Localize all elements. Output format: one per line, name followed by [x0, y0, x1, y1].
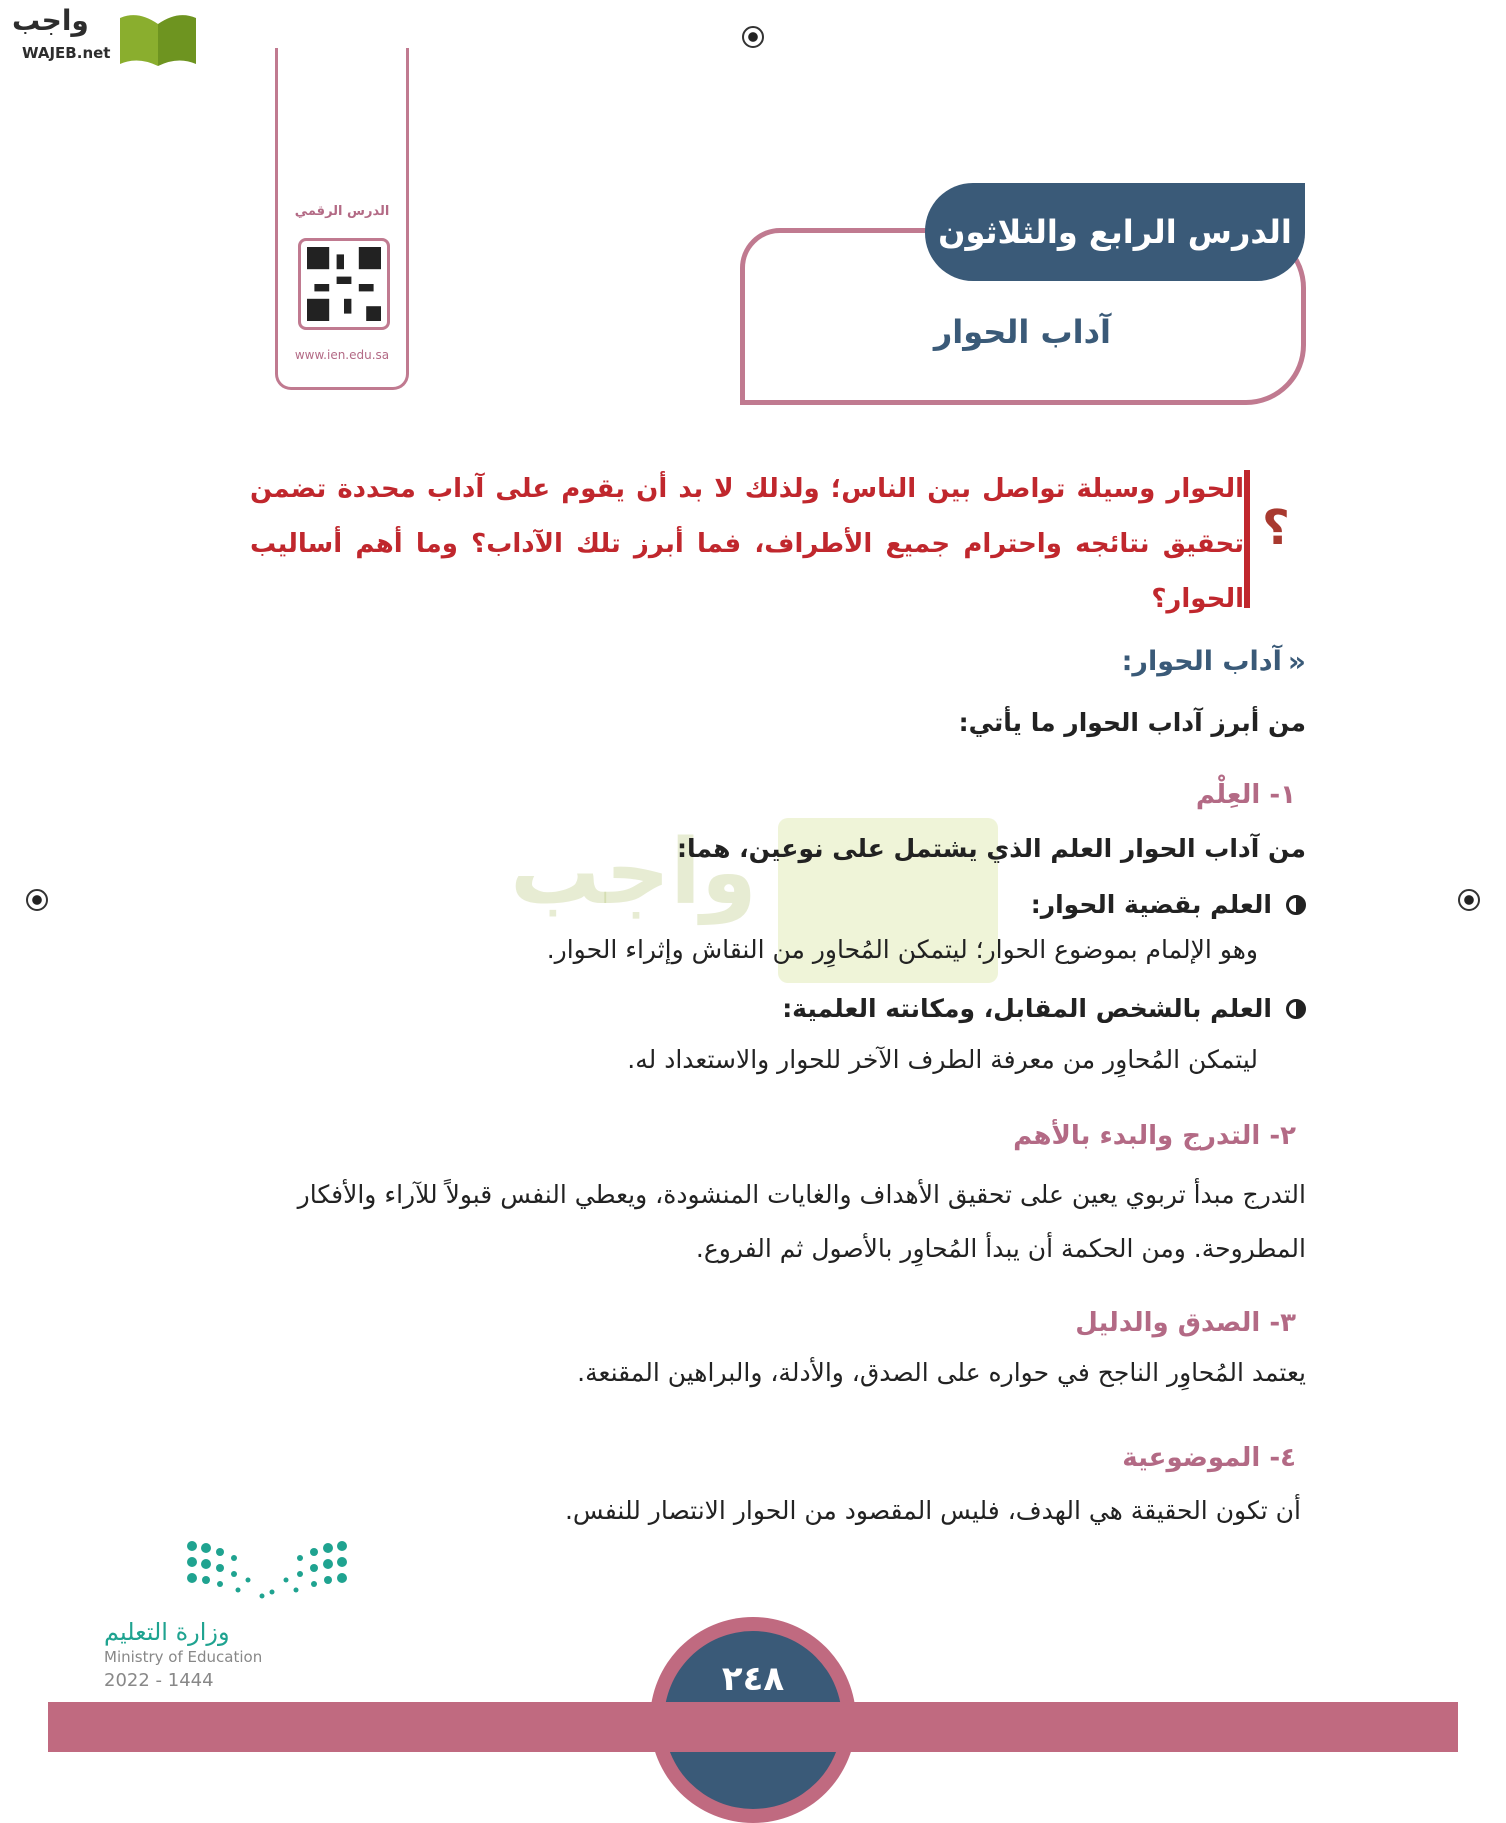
- bullet-icon: [1286, 999, 1306, 1019]
- book-icon: [118, 10, 198, 66]
- ministry-name-english: Ministry of Education: [104, 1648, 263, 1666]
- logo-latin: WAJEB.net: [22, 44, 111, 62]
- item-title: ٤- الموضوعية: [1122, 1443, 1296, 1473]
- intro-divider: [1244, 470, 1250, 608]
- registration-mark-icon: [742, 26, 764, 48]
- registration-mark-icon: [26, 889, 48, 911]
- qr-code-icon: [307, 247, 381, 321]
- website-url[interactable]: www.ien.edu.sa: [294, 348, 390, 362]
- item-title: ١- العِلْم: [1195, 780, 1296, 810]
- section-lead: من أبرز آداب الحوار ما يأتي:: [958, 708, 1306, 737]
- ministry-name-arabic: وزارة التعليم: [104, 1618, 230, 1646]
- digital-lesson-bookmark: [275, 48, 409, 390]
- item-title: ٣- الصدق والدليل: [1075, 1308, 1296, 1338]
- item-text: يعتمد المُحاوِر الناجح في حواره على الصدق، والأدلة، والبراهين المقنعة.: [577, 1358, 1306, 1387]
- item-title: ٢- التدرج والبدء بالأهم: [1013, 1121, 1296, 1151]
- registration-mark-icon: [1458, 889, 1480, 911]
- logo-arabic: واجب: [12, 4, 89, 37]
- bullet-item: [1031, 890, 1306, 919]
- ministry-logo: [100, 1536, 360, 1696]
- footer-band: [48, 1702, 1458, 1752]
- bullet-title: العلم بالشخص المقابل، ومكانته العلمية:: [782, 994, 1272, 1023]
- question-icon: ؟: [1262, 500, 1290, 556]
- bullet-item: [782, 994, 1306, 1023]
- intro-paragraph: الحوار وسيلة تواصل بين الناس؛ ولذلك لا بد أن يقوم على آداب محددة تضمن تحقيق نتائجه واحترام جميع الأطراف، فما أبرز تلك الآداب؟ وما أهم أساليب الحوار؟: [250, 474, 1244, 614]
- edition-year: 2022 - 1444: [104, 1670, 214, 1691]
- page-number: ٢٤٨: [721, 1659, 785, 1699]
- section-heading-text: آداب الحوار:: [1121, 646, 1282, 677]
- bullet-text: ليتمكن المُحاوِر من معرفة الطرف الآخر للحوار والاستعداد له.: [627, 1045, 1258, 1074]
- digital-lesson-label: الدرس الرقمي: [294, 204, 390, 219]
- bullet-title: العلم بقضية الحوار:: [1030, 890, 1272, 919]
- wajeb-logo: [10, 4, 190, 68]
- item-text: أن تكون الحقيقة هي الهدف، فليس المقصود من الحوار الانتصار للنفس.: [564, 1496, 1301, 1525]
- watermark-text: واجب: [510, 820, 757, 925]
- bullet-icon: [1286, 895, 1306, 915]
- section-heading: [1122, 645, 1306, 678]
- qr-code[interactable]: [298, 238, 390, 330]
- double-chevron-icon: «: [1287, 645, 1306, 678]
- lesson-title: آداب الحوار: [933, 313, 1111, 351]
- bullet-text: وهو الإلمام بموضوع الحوار؛ ليتمكن المُحاوِر من النقاش وإثراء الحوار.: [546, 935, 1258, 964]
- ministry-emblem-icon: [182, 1536, 352, 1602]
- lesson-number-title: الدرس الرابع والثلاثون: [925, 183, 1305, 281]
- item-text: التدرج مبدأ تربوي يعين على تحقيق الأهداف والغايات المنشودة، ويعطي النفس قبولاً للآراء والأفكار المطروحة. ومن الحكمة أن يبدأ المُحاوِر بالأصول ثم الفروع.: [297, 1180, 1306, 1263]
- item-text: من آداب الحوار العلم الذي يشتمل على نوعين، هما:: [677, 834, 1306, 863]
